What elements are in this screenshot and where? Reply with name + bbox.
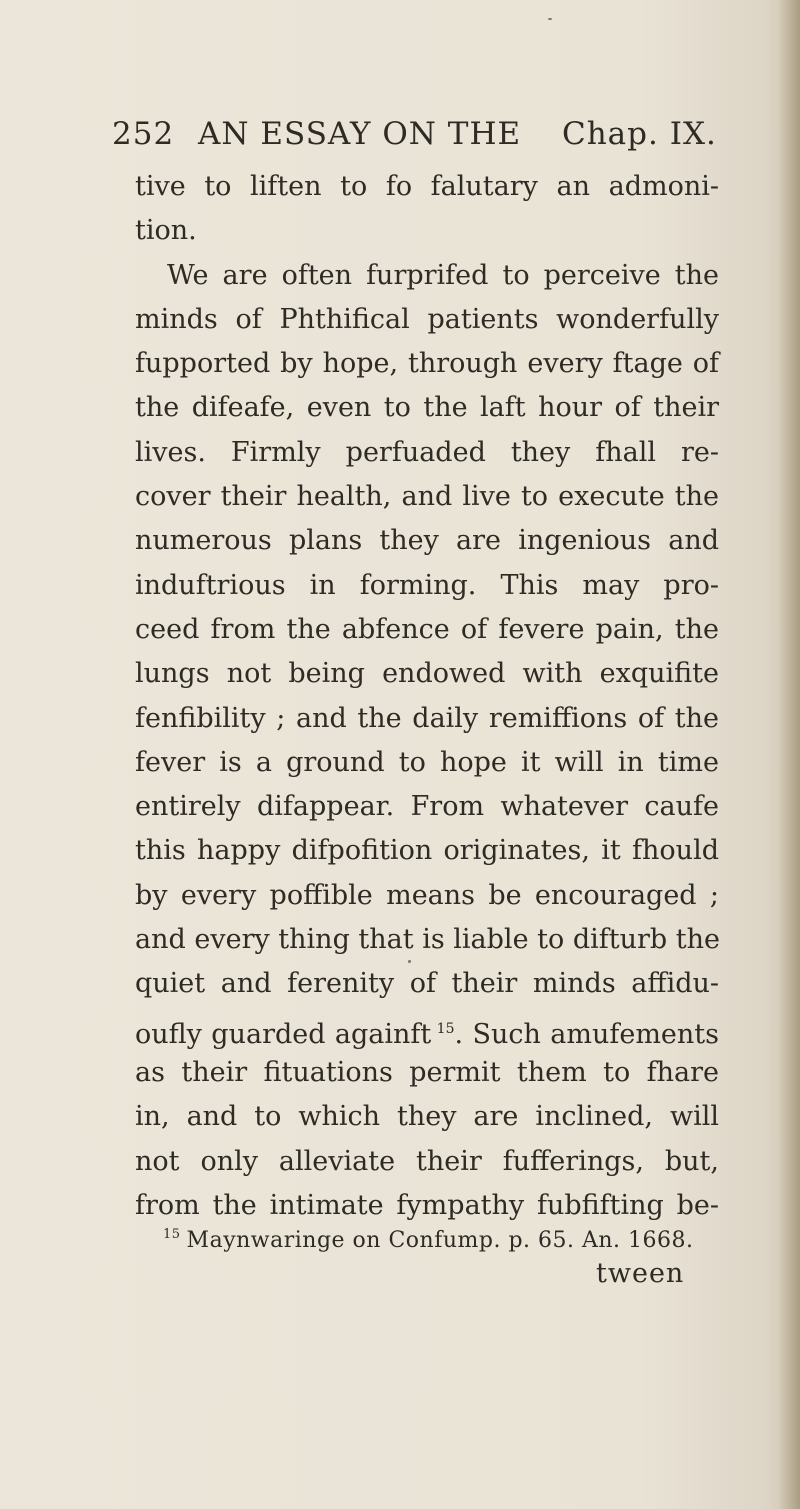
catchword: tween: [596, 1258, 685, 1289]
running-header: [112, 116, 717, 156]
chapter-label: Chap. IX.: [562, 116, 717, 152]
text-line: lungs not being endowed with exquifite: [135, 658, 719, 690]
body-text: [135, 165, 719, 1228]
text-line: this happy difpofition originates, it fhould: [135, 835, 719, 867]
text-line: from the intimate fympathy fubfifting be-: [135, 1189, 719, 1221]
text-line: by every poffible means be encouraged ;: [135, 879, 719, 911]
text-line: ceed from the abfence of fevere pain, the: [135, 613, 719, 645]
text-segment: . Such amufements: [454, 1018, 719, 1050]
footnote: [163, 1227, 694, 1253]
text-line: the difeafe, even to the laft hour of their: [135, 392, 719, 424]
footnote-marker: 15: [163, 1227, 181, 1242]
text-line: minds of Phthifical patients wonderfully: [135, 303, 719, 335]
text-line: quiet and ferenity of their minds affidu-: [135, 968, 719, 1000]
text-segment: oufly guarded againft: [135, 1018, 432, 1050]
text-line: tive to liften to fo falutary an admoni-: [135, 171, 719, 202]
text-line: in, and to which they are inclined, will: [135, 1101, 719, 1133]
text-line: induftrious in forming. This may pro-: [135, 569, 719, 601]
text-line: fupported by hope, through every ftage of: [135, 348, 719, 380]
text-line-with-note: [135, 1007, 719, 1051]
text-line: entirely difappear. From whatever caufe: [135, 791, 719, 823]
text-line: as their fituations permit them to fhare: [135, 1056, 719, 1088]
text-line: lives. Firmly perfuaded they fhall re-: [135, 436, 719, 468]
text-line: and every thing that is liable to difturb the: [135, 924, 720, 956]
text-line: tion.: [135, 215, 197, 247]
text-line: numerous plans they are ingenious and: [135, 525, 719, 557]
page-edge-shadow: [766, 0, 800, 1509]
text-line: cover their health, and live to execute the: [135, 481, 719, 513]
paper-blemish: [548, 18, 552, 20]
text-line: not only alleviate their fufferings, but,: [135, 1145, 719, 1177]
text-line: fever is a ground to hope it will in time: [135, 746, 719, 778]
paragraph-start-line: We are often furprifed to perceive the: [167, 259, 719, 291]
footnote-reference[interactable]: 15: [436, 1020, 455, 1037]
text-line: fenfibility ; and the daily remiffions of the: [135, 702, 719, 734]
running-title: AN ESSAY ON THE: [198, 116, 522, 152]
footnote-text: Maynwaringe on Confump. p. 65. An. 1668.: [186, 1228, 694, 1253]
paper-blemish: [408, 960, 411, 963]
page-number: 252: [112, 116, 175, 152]
